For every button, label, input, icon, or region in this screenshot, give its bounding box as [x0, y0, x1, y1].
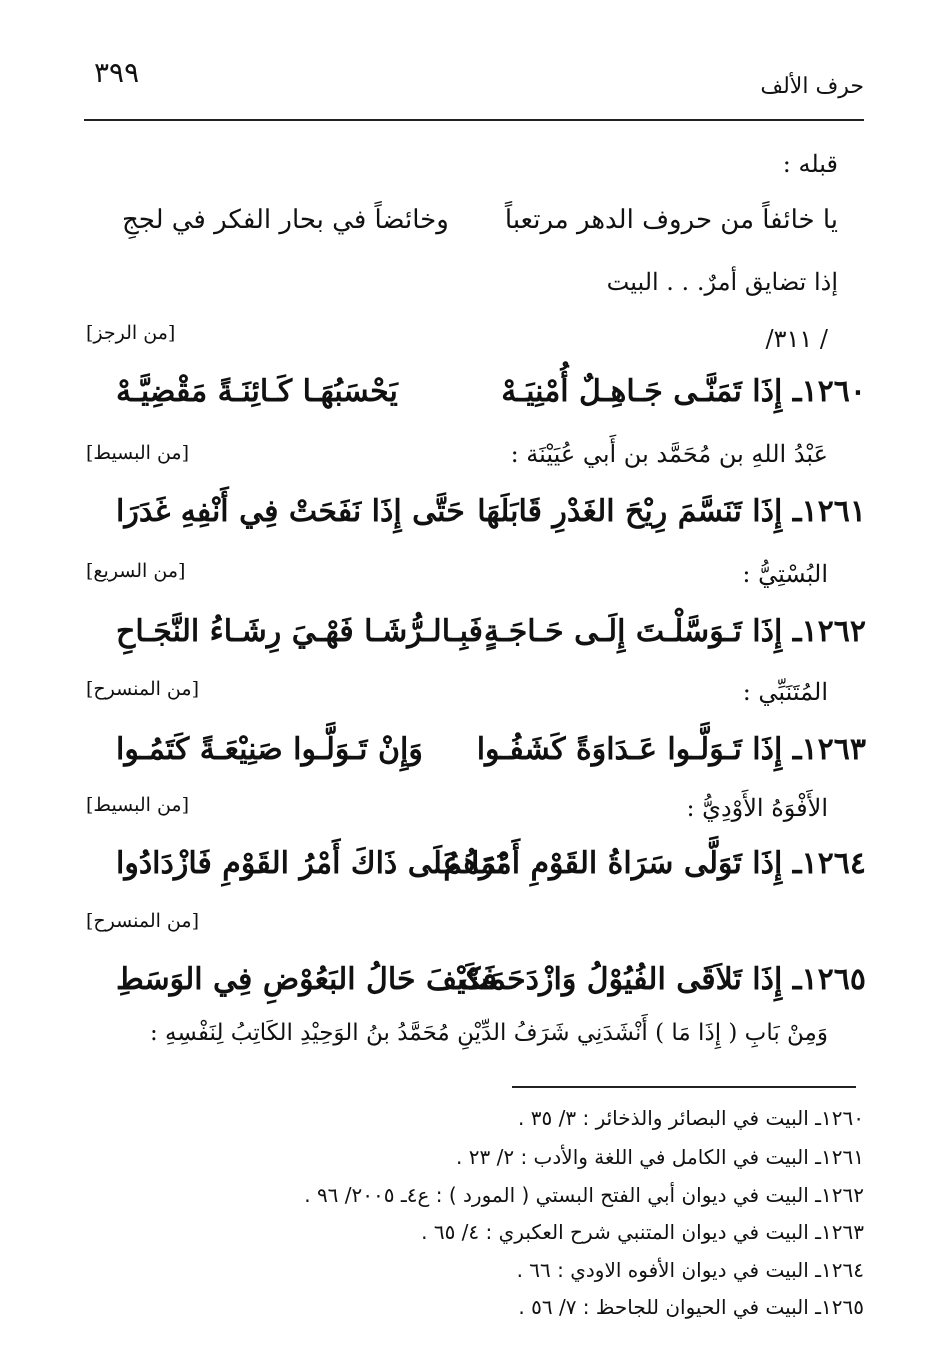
verse-hemistich-right: ١٢٦١ـ إِذَا تَنَسَّمَ رِيْحَ الغَدْرِ قَابَلَهَا: [477, 494, 866, 529]
closing-line: وَمِنْ بَابِ ( إِذَا مَا ) أَنْشَدَنِي شَرَفُ الدِّيْنِ مُحَمَّدُ بنُ الوَحِيْدِ الكَاتِبُ لِنَفْسِهِ :: [149, 1020, 828, 1046]
verse-meter: [من البسيط]: [86, 442, 190, 464]
footnote: ١٢٦٢ـ البيت في ديوان أبي الفتح البستي ( المورد ) : ع٤ـ ٢٠٠٥/ ٩٦ .: [304, 1183, 864, 1207]
verse-meter: [من السريع]: [86, 560, 186, 582]
verse-hemistich-left: فَبِـالـرُّشَـا فَهْـيَ رِشَـاءُ النَّجَـاحِ: [116, 614, 484, 649]
verse-hemistich-right: ١٢٦٢ـ إِذَا تَـوَسَّلْـتَ إِلَـى حَـاجَـةٍ: [483, 614, 866, 649]
footnote: ١٢٦١ـ البيت في الكامل في اللغة والأدب : ٢/ ٢٣ .: [456, 1145, 864, 1169]
verse-hemistich-right: ١٢٦٠ـ إِذَا تَمَنَّـى جَـاهِـلٌ أُمْنِيَـهْ: [501, 374, 866, 409]
intro-continuation: إذا تضايق أمرٌ. . . البيت: [606, 268, 838, 296]
chapter-title: حرف الألف: [760, 74, 864, 99]
intro-hemistich-left: وخائضاً في بحار الفكر في لججِ: [122, 205, 449, 235]
footnote: ١٢٦٠ـ البيت في البصائر والذخائر : ٣/ ٣٥ .: [518, 1106, 864, 1130]
poet-attribution: البُسْتِيُّ :: [742, 560, 828, 588]
verse-hemistich-right: ١٢٦٥ـ إِذَا تَلاَقَى الفُيُوْلُ وَازْدَحَمَتْ: [460, 962, 866, 997]
verse-hemistich-left: نَمَا عَلَى ذَاكَ أَمْرُ القَوْمِ فَازْدَادُوا: [116, 846, 506, 881]
footnote-rule: [512, 1086, 856, 1088]
verse-hemistich-left: يَحْسَبُهَـا كَـائِنَـةً مَقْضِيَّـهْ: [116, 374, 398, 409]
verse-meter: [من البسيط]: [86, 794, 190, 816]
intro-label: قبله :: [782, 150, 838, 178]
poet-attribution: عَبْدُ اللهِ بن مُحَمَّد بن أَبي عُيَيْنَة :: [510, 440, 828, 468]
page-number: ٣٩٩: [94, 56, 140, 89]
footnote: ١٢٦٣ـ البيت في ديوان المتنبي شرح العكبري : ٤/ ٦٥ .: [421, 1220, 864, 1244]
footnote: ١٢٦٤ـ البيت في ديوان الأفوه الاودي : ٦٦ .: [516, 1258, 864, 1282]
verse-meter: [من المنسرح]: [86, 910, 199, 932]
poet-attribution: الأَفْوَهُ الأَوْدِيُّ :: [686, 794, 828, 822]
poet-attribution: المُتَنَبِّي :: [742, 678, 828, 706]
intro-reference: / ٣١١/: [765, 325, 828, 353]
verse-meter: [من الرجز]: [86, 322, 176, 344]
footnote: ١٢٦٥ـ البيت في الحيوان للجاحظ : ٧/ ٥٦ .: [518, 1295, 864, 1319]
verse-hemistich-right: ١٢٦٤ـ إِذَا تَوَلَّى سَرَاةُ القَوْمِ أَمْرَهُمُ: [443, 846, 866, 881]
intro-hemistich-right: يا خائفاً من حروف الدهر مرتعباً: [504, 205, 838, 235]
verse-hemistich-left: وَإِنْ تَـوَلَّـوا صَنِيْعَـةً كَتَمُـوا: [116, 732, 423, 767]
verse-hemistich-left: حَتَّى إِذَا نَفَحَتْ فِي أَنْفِهِ غَدَرَا: [116, 494, 465, 529]
verse-hemistich-right: ١٢٦٣ـ إِذَا تَـوَلَّـوا عَـدَاوَةً كَشَفُـوا: [476, 732, 866, 767]
verse-meter: [من المنسرح]: [86, 678, 199, 700]
header-rule: [84, 119, 864, 121]
verse-hemistich-left: فَكَيْفَ حَالُ البَعُوْضِ فِي الوَسَطِ: [116, 962, 497, 997]
